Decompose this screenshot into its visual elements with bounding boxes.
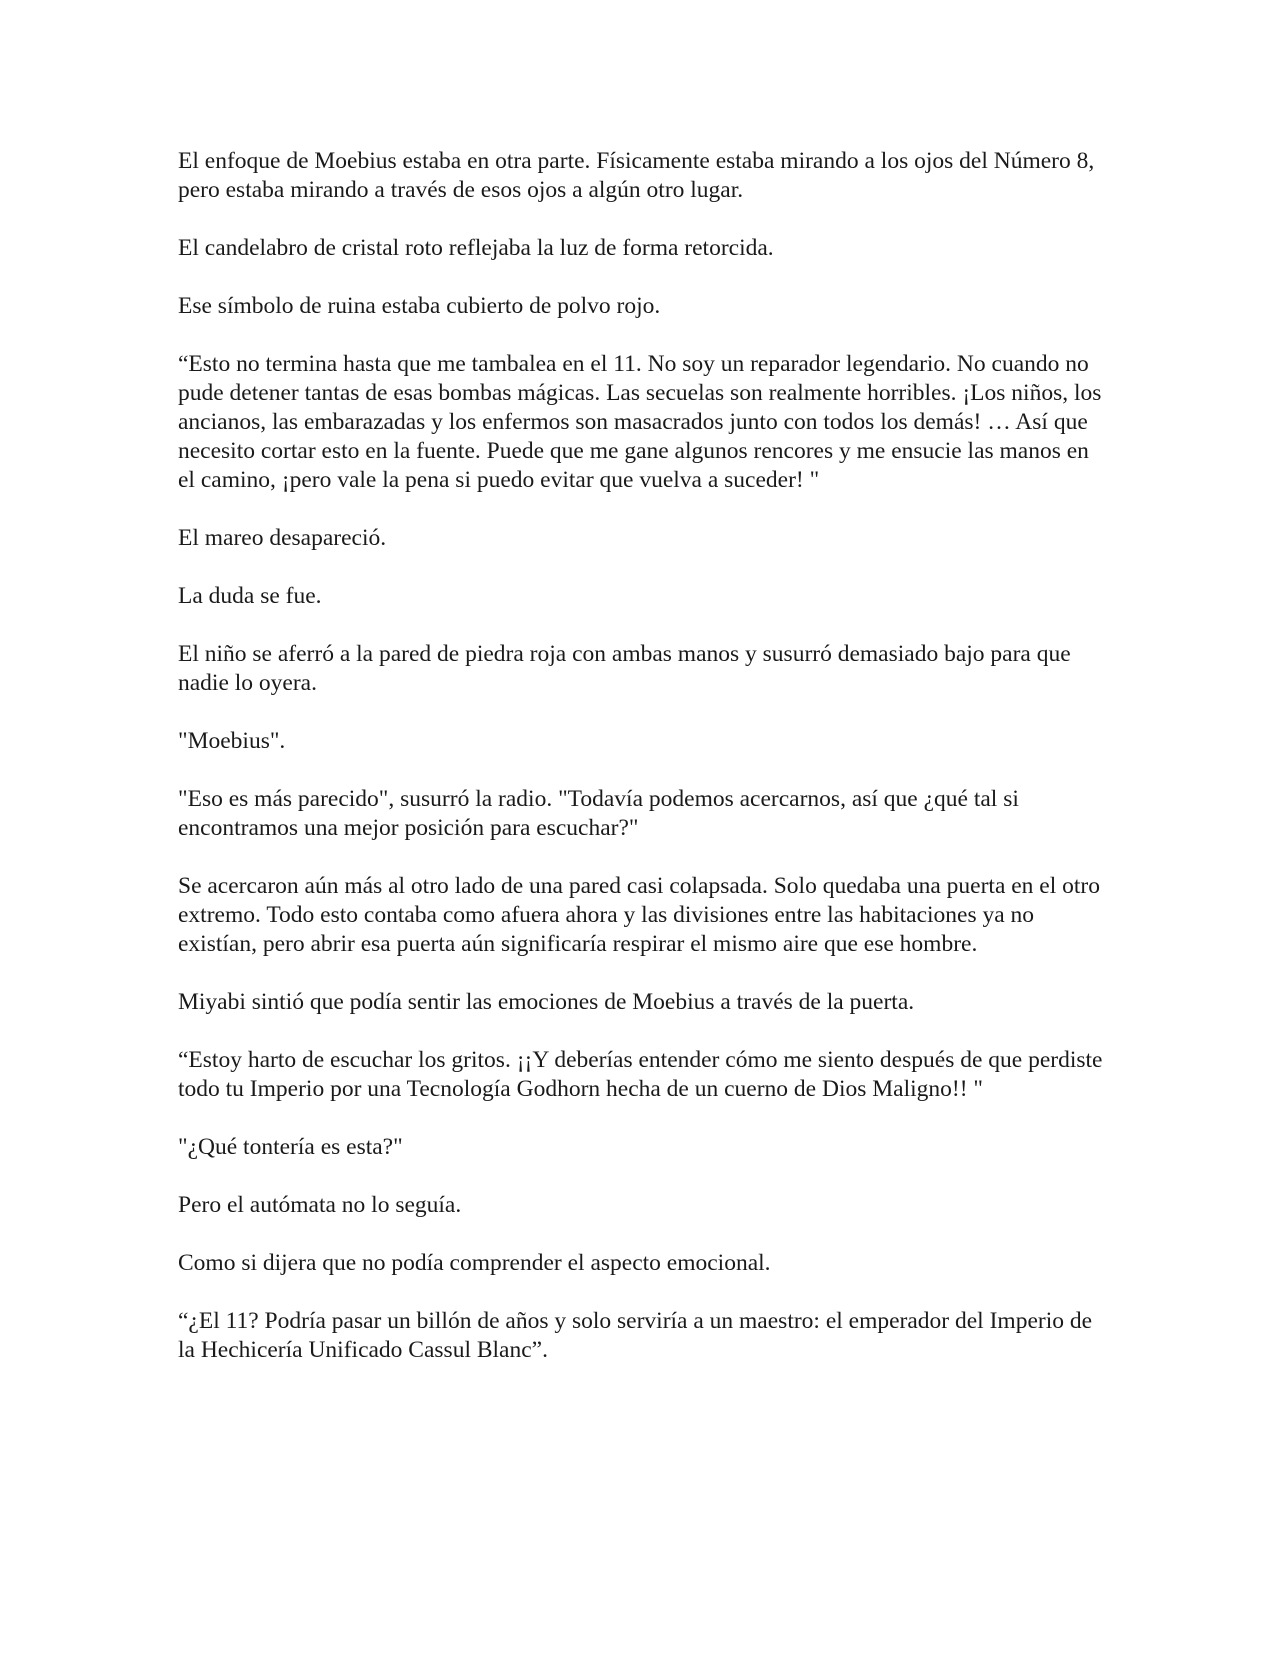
document-body xyxy=(178,147,1108,1394)
paragraph: “¿El 11? Podría pasar un billón de años y solo serviría a un maestro: el emperador del Imperio de la Hechicería Unificado Cassul Blanc”. xyxy=(178,1308,1093,1363)
paragraph: Ese símbolo de ruina estaba cubierto de polvo rojo. xyxy=(178,293,661,319)
paragraph: Se acercaron aún más al otro lado de una pared casi colapsada. Solo quedaba una puerta en el otro extremo. Todo esto contaba como afuera ahora y las divisiones entre las habitaciones ya no existían, pero abrir esa puerta aún significaría respirar el mismo aire que ese hombre. xyxy=(178,873,1100,957)
paragraph: El mareo desapareció. xyxy=(178,525,387,551)
paragraph: Pero el autómata no lo seguía. xyxy=(178,1192,462,1218)
paragraph: "¿Qué tontería es esta?" xyxy=(178,1134,403,1160)
paragraph: "Moebius". xyxy=(178,728,286,754)
paragraph: "Eso es más parecido", susurró la radio. "Todavía podemos acercarnos, así que ¿qué tal si encontramos una mejor posición para escuchar?" xyxy=(178,786,1019,841)
paragraph: El enfoque de Moebius estaba en otra parte. Físicamente estaba mirando a los ojos del Número 8, pero estaba mirando a través de esos ojos a algún otro lugar. xyxy=(178,148,1095,203)
paragraph: El candelabro de cristal roto reflejaba la luz de forma retorcida. xyxy=(178,235,774,261)
paragraph: “Estoy harto de escuchar los gritos. ¡¡Y deberías entender cómo me siento después de que perdiste todo tu Imperio por una Tecnología Godhorn hecha de un cuerno de Dios Maligno!! " xyxy=(178,1047,1103,1102)
paragraph: Como si dijera que no podía comprender el aspecto emocional. xyxy=(178,1250,771,1276)
paragraph: El niño se aferró a la pared de piedra roja con ambas manos y susurró demasiado bajo para que nadie lo oyera. xyxy=(178,641,1071,696)
paragraph: “Esto no termina hasta que me tambalea en el 11. No soy un reparador legendario. No cuando no pude detener tantas de esas bombas mágicas. Las secuelas son realmente horribles. ¡Los niños, los ancianos, las embarazadas y los enfermos son masacrados junto con todos los demás! … Así que necesito cortar esto en la fuente. Puede que me gane algunos rencores y me ensucie las manos en el camino, ¡pero vale la pena si puedo evitar que vuelva a suceder! " xyxy=(178,351,1102,493)
paragraph: Miyabi sintió que podía sentir las emociones de Moebius a través de la puerta. xyxy=(178,989,915,1015)
paragraph: La duda se fue. xyxy=(178,583,322,609)
